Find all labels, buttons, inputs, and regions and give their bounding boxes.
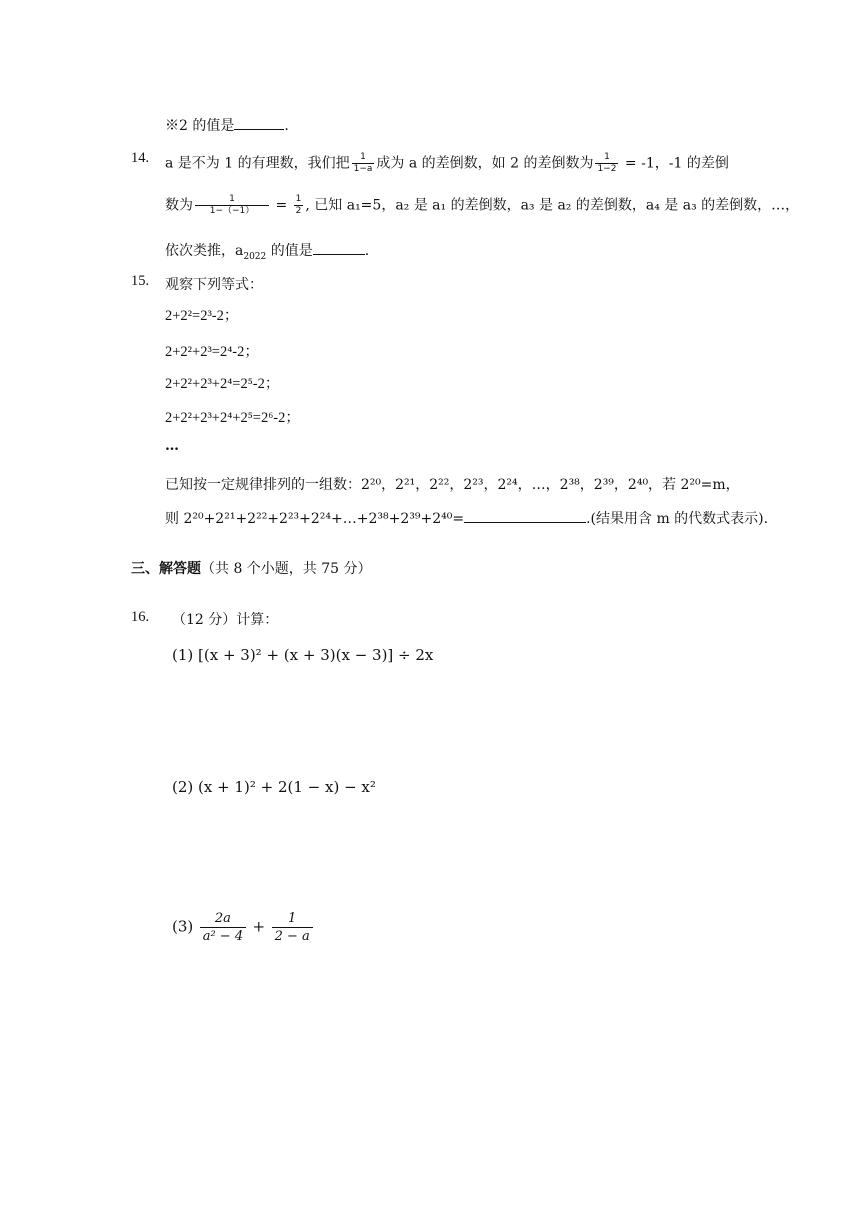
frac-denominator: 2 (295, 206, 302, 216)
q15-ellipsis: … (165, 438, 179, 454)
q14-text-1b: 成为 a 的差倒数，如 2 的差倒数为 (376, 155, 594, 172)
q16-part-2: (2) (x + 1)² + 2(1 − x) − x² (172, 778, 376, 796)
question-number-14: 14. (131, 150, 150, 166)
fraction-1-over-1-minus-2 (595, 152, 618, 175)
q14-subscript: 2022 (243, 251, 267, 262)
q14-end: . (364, 243, 370, 259)
q13-tail-end: . (284, 118, 289, 134)
frac-denominator: 1−a (353, 164, 373, 174)
q16-intro: （12 分）计算： (172, 612, 279, 628)
q14-text-1c: = -1，-1 的差倒 (624, 155, 729, 172)
section-title: 三、解答题 (131, 561, 201, 577)
fraction-1-over-2 (294, 194, 304, 217)
q15-intro: 观察下列等式： (165, 277, 263, 293)
frac-numerator: 1 (595, 152, 618, 164)
q15-sum-expression: 则 2²⁰+2²¹+2²²+2²³+2²⁴+…+2³⁸+2³⁹+2⁴⁰= (165, 511, 465, 527)
q14-text-3a: 依次类推，a (165, 243, 244, 259)
frac-numerator: 1 (195, 194, 269, 206)
q14-text-2a: 数为 (165, 197, 193, 214)
q14-text-3b: 的值是 (266, 243, 313, 259)
q15-equation-2: 2+2²+2³=2⁴-2； (165, 344, 259, 360)
frac-denominator: a² − 4 (202, 929, 244, 944)
q13-tail-text: ※2 的值是 (165, 118, 235, 134)
plus-sign: + (252, 917, 266, 936)
q14-text-2c: , 已知 a₁=5，a₂ 是 a₁ 的差倒数，a₃ 是 a₂ 的差倒数，a₄ 是 a₃ 的差倒数，…， (305, 197, 800, 214)
frac-numerator: 2a (200, 910, 246, 928)
q15-equation-3: 2+2²+2³+2⁴=2⁵-2； (165, 376, 280, 392)
q15-equation-1: 2+2²=2³-2； (165, 308, 239, 324)
q14-equals: = (275, 197, 288, 214)
q13-tail-line (165, 115, 289, 135)
question-number-16: 16. (131, 609, 150, 625)
q15-equation-4: 2+2²+2³+2⁴+2⁵=2⁶-2； (165, 410, 300, 426)
fraction-1-over-1-minus-a (352, 152, 375, 175)
answer-blank[interactable] (464, 510, 586, 523)
q14-text-1a: a 是不为 1 的有理数，我们把 (165, 155, 350, 172)
answer-blank[interactable] (313, 242, 365, 255)
frac-numerator: 1 (295, 194, 302, 204)
frac-numerator: 1 (352, 152, 375, 164)
q14-line-2 (165, 194, 799, 217)
q16-part-3 (172, 910, 315, 945)
q14-line-3 (165, 240, 369, 260)
section-note: （共 8 个小题，共 75 分） (201, 561, 372, 577)
q16-part-1: (1) [(x + 3)² + (x + 3)(x − 3)] ÷ 2x (172, 646, 434, 664)
fraction-2a-over-a2-minus-4 (200, 910, 246, 945)
frac-numerator: 1 (272, 910, 313, 928)
q15-instruction: .(结果用含 m 的代数式表示). (586, 511, 769, 527)
fraction-1-over-2-minus-a (272, 910, 313, 945)
part-label: (3) (172, 917, 194, 936)
q14-line-1 (165, 152, 729, 175)
section-3-heading (131, 558, 372, 578)
answer-blank[interactable] (234, 117, 284, 130)
q15-line-b (165, 508, 768, 528)
fraction-1-over-1-minus-neg1 (195, 194, 269, 217)
q15-line-a: 已知按一定规律排列的一组数：2²⁰，2²¹，2²²，2²³，2²⁴，…，2³⁸，2³⁹，2⁴⁰，若 2²⁰=m， (165, 477, 740, 493)
frac-denominator: 2 − a (274, 929, 310, 944)
frac-denominator: 1−（−1） (209, 206, 255, 216)
question-number-15: 15. (131, 273, 150, 289)
frac-denominator: 1−2 (597, 164, 617, 174)
